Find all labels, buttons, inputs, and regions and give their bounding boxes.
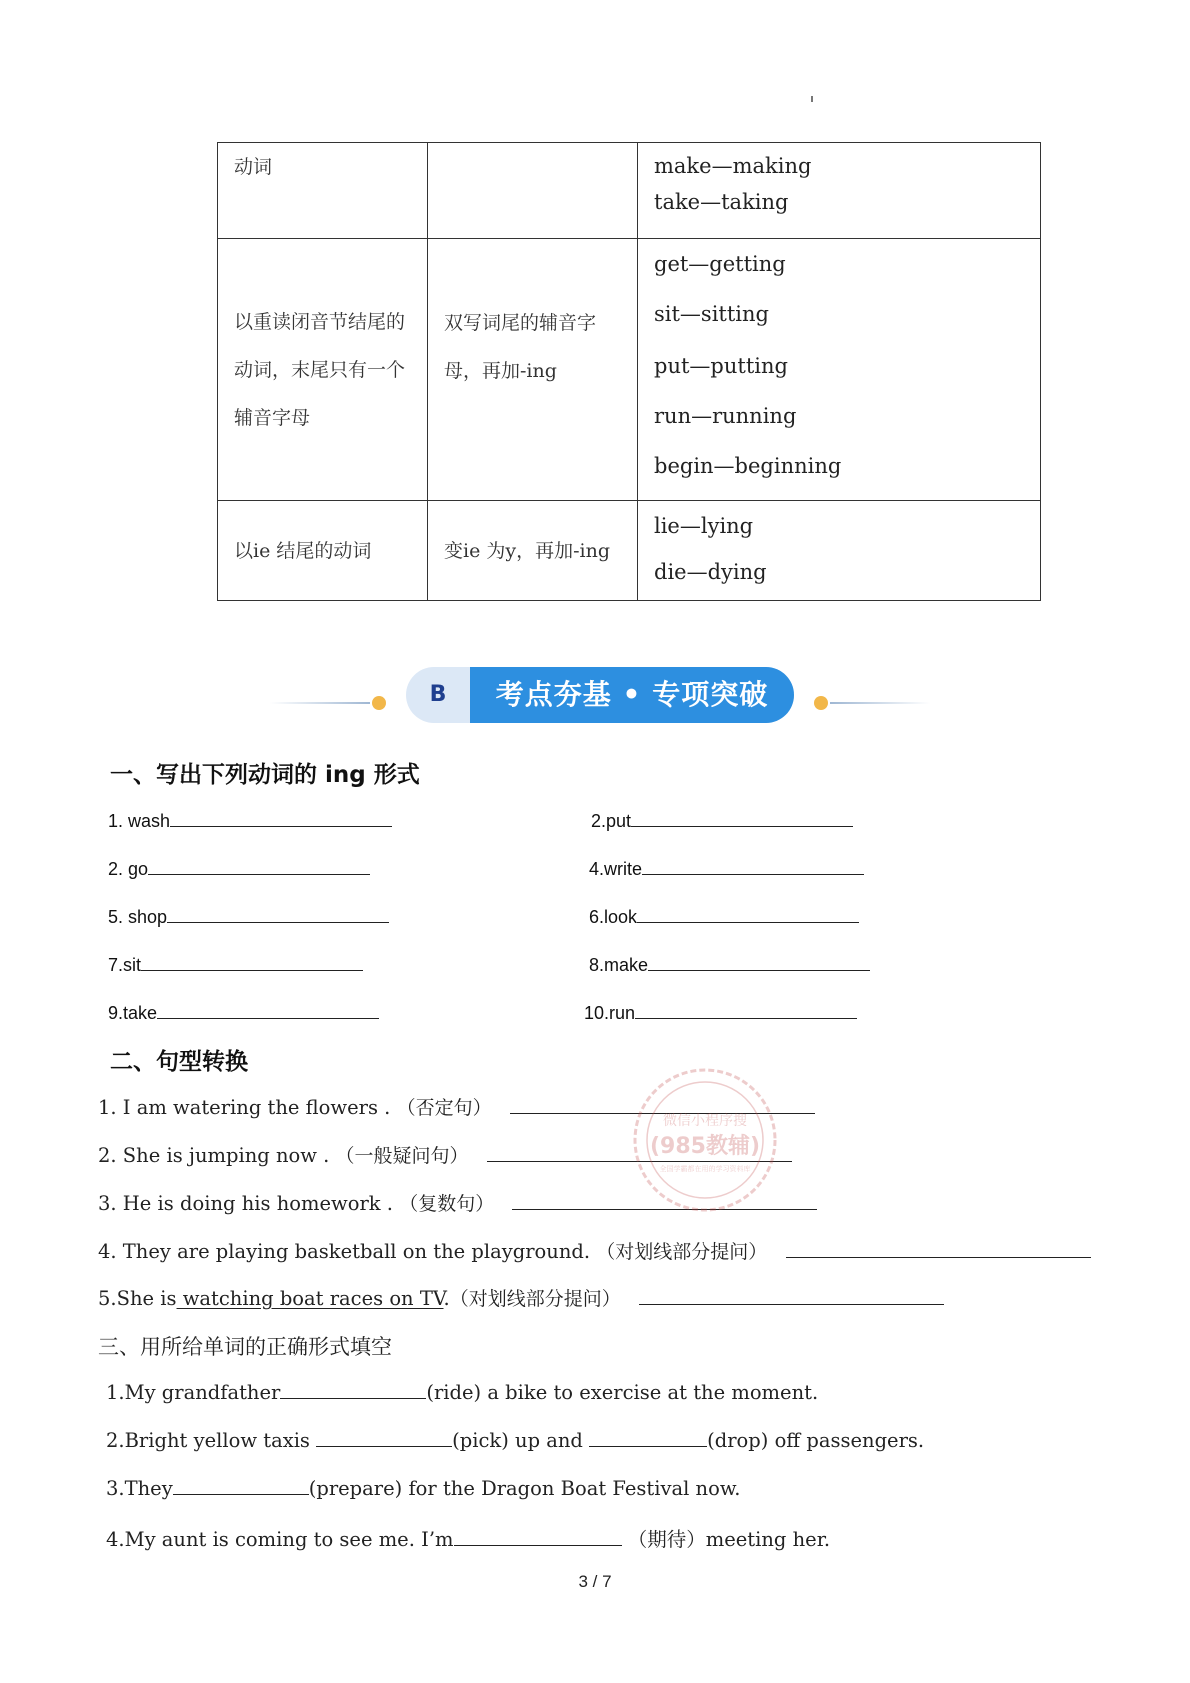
answer-blank[interactable] (173, 1476, 309, 1495)
transform-sentence: 3. He is doing his homework . （复数句） (98, 1189, 817, 1216)
table-row (218, 143, 1041, 239)
banner-dot-left (372, 696, 386, 710)
table-row (218, 501, 1041, 601)
answer-blank[interactable] (639, 1286, 944, 1305)
fill-sentence: 1.My grandfather (ride) a bike to exercise at the moment. (106, 1381, 819, 1404)
banner-title: 考点夯基 • 专项突破 (470, 667, 794, 723)
exercise-item: 4.write (589, 854, 864, 880)
exercise-item: 8.make (589, 950, 870, 976)
exercise-item: 5. shop (108, 902, 389, 928)
example: die—dying (654, 560, 767, 584)
stamp-line-1: 微信小程序搜 (663, 1113, 747, 1129)
answer-blank[interactable] (635, 998, 857, 1019)
exercise-item: 2. go (108, 854, 370, 880)
banner-dot-right (814, 696, 828, 710)
example: sit—sitting (654, 302, 769, 326)
fill-sentence: 2.Bright yellow taxis (pick) up and (drop) off passengers. (106, 1429, 925, 1452)
answer-blank[interactable] (148, 854, 370, 875)
table-cell-examples (638, 239, 1041, 501)
exercise-item: 7.sit (108, 950, 363, 976)
section1-heading: 一、写出下列动词的 ing 形式 (110, 762, 420, 788)
answer-blank[interactable] (648, 950, 870, 971)
table-cell-category: 以ie 结尾的动词 (218, 501, 428, 601)
banner-line-left (270, 702, 370, 704)
answer-blank[interactable] (167, 902, 389, 923)
underlined-phrase: watching boat races on TV (176, 1287, 444, 1310)
banner-letter: B (429, 682, 447, 707)
fill-sentence: 4.My aunt is coming to see me. I’m （期待）meeting her. (106, 1528, 831, 1551)
section-banner (270, 665, 930, 725)
answer-blank[interactable] (631, 806, 853, 827)
exercise-item: 2.put (591, 806, 853, 832)
answer-blank[interactable] (589, 1428, 707, 1447)
stamp-line-2: (985教辅) (649, 1134, 761, 1159)
answer-blank[interactable] (141, 950, 363, 971)
example: lie—lying (654, 514, 754, 538)
table-cell-rule (428, 143, 638, 239)
example: run—running (654, 404, 797, 428)
transform-sentence: 5.She is watching boat races on TV.（对划线部分提问） (98, 1284, 944, 1311)
section3-heading: 三、用所给单词的正确形式填空 (98, 1335, 392, 1359)
answer-blank[interactable] (786, 1239, 1091, 1258)
page-mark (811, 96, 813, 102)
example: put—putting (654, 354, 788, 378)
table-cell-category: 动词 (218, 143, 428, 239)
table-row (218, 239, 1041, 501)
answer-blank[interactable] (642, 854, 864, 875)
answer-blank[interactable] (510, 1095, 815, 1114)
exercise-item: 1. wash (108, 806, 392, 832)
answer-blank[interactable] (512, 1191, 817, 1210)
transform-sentence: 4. They are playing basketball on the playground. （对划线部分提问） (98, 1237, 1091, 1264)
example: take—taking (654, 190, 789, 214)
fill-sentence: 3.They (prepare) for the Dragon Boat Festival now. (106, 1477, 741, 1500)
exercise-item: 6.look (589, 902, 859, 928)
section2-heading: 二、句型转换 (110, 1049, 248, 1075)
example: make—making (654, 154, 812, 178)
page-number: 3 / 7 (578, 1572, 612, 1591)
example: get—getting (654, 252, 786, 276)
stamp-line-3: 全国学霸都在用的学习资料库 (659, 1165, 751, 1173)
answer-blank[interactable] (316, 1428, 452, 1447)
answer-blank[interactable] (454, 1527, 622, 1546)
table-cell-rule: 变ie 为y，再加-ing (428, 501, 638, 601)
table-cell-rule: 双写词尾的辅音字母，再加-ing (428, 239, 638, 501)
exercise-item: 9.take (108, 998, 379, 1024)
table-cell-category: 以重读闭音节结尾的动词，末尾只有一个辅音字母 (218, 239, 428, 501)
exercise-item: 10.run (584, 998, 857, 1024)
banner-line-right (830, 702, 930, 704)
answer-blank[interactable] (170, 806, 392, 827)
banner-pill (406, 667, 794, 723)
answer-blank[interactable] (487, 1143, 792, 1162)
table-cell-examples (638, 501, 1041, 601)
answer-blank[interactable] (637, 902, 859, 923)
table-cell-examples (638, 143, 1041, 239)
example: begin—beginning (654, 454, 842, 478)
answer-blank[interactable] (157, 998, 379, 1019)
ing-rules-table (217, 142, 1041, 601)
transform-sentence: 1. I am watering the flowers . （否定句） (98, 1093, 815, 1120)
answer-blank[interactable] (280, 1380, 426, 1399)
transform-sentence: 2. She is jumping now . （一般疑问句） (98, 1141, 792, 1168)
